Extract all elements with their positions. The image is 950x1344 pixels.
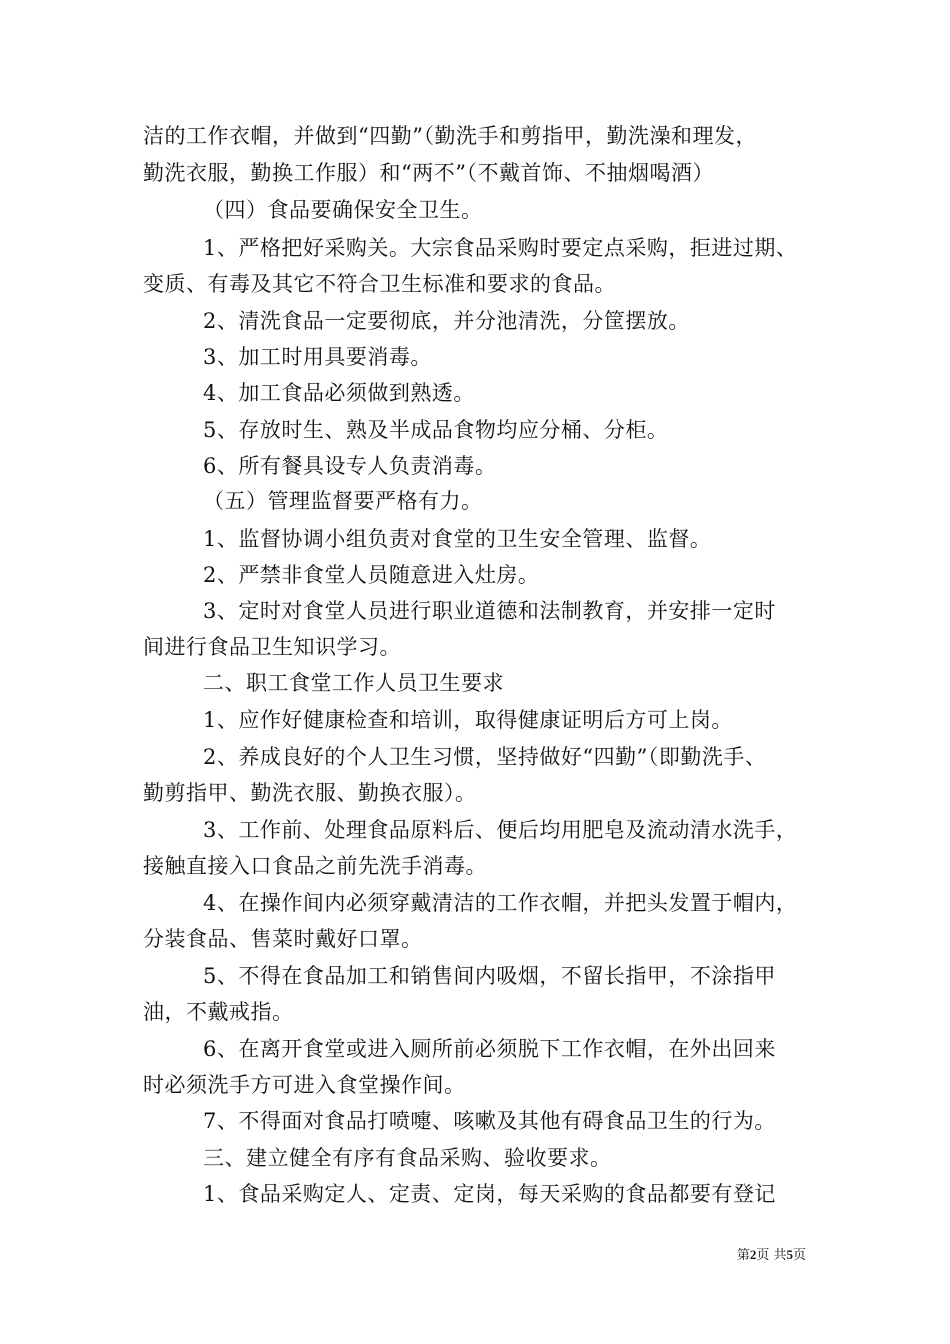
text-line: 2、严禁非食堂人员随意进入灶房。 xyxy=(203,563,540,587)
text-line: 2、养成良好的个人卫生习惯，坚持做好“四勤”（即勤洗手、 xyxy=(203,745,767,769)
text-line: 时必须洗手方可进入食堂操作间。 xyxy=(143,1073,466,1097)
section-heading: （五）管理监督要严格有力。 xyxy=(203,489,483,513)
text-line: 1、严格把好采购关。大宗食品采购时要定点采购，拒进过期、 xyxy=(203,236,798,260)
text-line: 1、监督协调小组负责对食堂的卫生安全管理、监督。 xyxy=(203,527,712,551)
text-line: 4、在操作间内必须穿戴清洁的工作衣帽，并把头发置于帽内， xyxy=(203,891,798,915)
text-line: 7、不得面对食品打喷嚏、咳嗽及其他有碍食品卫生的行为。 xyxy=(203,1109,776,1133)
text-line: 6、所有餐具设专人负责消毒。 xyxy=(203,454,497,478)
text-line: 1、食品采购定人、定责、定岗，每天采购的食品都要有登记 xyxy=(203,1182,776,1206)
text-line: 勤洗衣服，勤换工作服）和“两不”（不戴首饰、不抽烟喝酒） xyxy=(143,161,714,185)
footer-suffix: 页 xyxy=(792,1248,806,1263)
section-heading: 三、建立健全有序有食品采购、验收要求。 xyxy=(203,1146,612,1170)
section-heading: （四）食品要确保安全卫生。 xyxy=(203,198,483,222)
text-line: 油，不戴戒指。 xyxy=(143,1000,294,1024)
footer-middle: 页 共 xyxy=(756,1248,787,1263)
text-line: 勤剪指甲、勤洗衣服、勤换衣服）。 xyxy=(143,781,477,805)
text-line: 5、不得在食品加工和销售间内吸烟，不留长指甲，不涂指甲 xyxy=(203,964,776,988)
current-page-number: 2 xyxy=(749,1247,757,1262)
text-line: 间进行食品卫生知识学习。 xyxy=(143,635,401,659)
text-line: 3、工作前、处理食品原料后、便后均用肥皂及流动清水洗手， xyxy=(203,818,798,842)
text-line: 变质、有毒及其它不符合卫生标准和要求的食品。 xyxy=(143,272,616,296)
page-footer xyxy=(0,1247,806,1264)
total-page-number: 5 xyxy=(786,1247,793,1262)
section-heading: 二、职工食堂工作人员卫生要求 xyxy=(203,671,504,695)
text-line: 5、存放时生、熟及半成品食物均应分桶、分柜。 xyxy=(203,418,669,442)
text-line: 6、在离开食堂或进入厕所前必须脱下工作衣帽，在外出回来 xyxy=(203,1037,776,1061)
text-line: 1、应作好健康检查和培训，取得健康证明后方可上岗。 xyxy=(203,708,733,732)
text-line: 3、定时对食堂人员进行职业道德和法制教育，并安排一定时 xyxy=(203,599,776,623)
text-line: 分装食品、售菜时戴好口罩。 xyxy=(143,927,423,951)
text-line: 4、加工食品必须做到熟透。 xyxy=(203,381,475,405)
text-line: 洁的工作衣帽，并做到“四勤”（勤洗手和剪指甲，勤洗澡和理发， xyxy=(143,124,757,148)
text-line: 2、清洗食品一定要彻底，并分池清洗，分筐摆放。 xyxy=(203,309,690,333)
text-line: 接触直接入口食品之前先洗手消毒。 xyxy=(143,854,487,878)
text-line: 3、加工时用具要消毒。 xyxy=(203,345,432,369)
footer-prefix: 第 xyxy=(736,1248,750,1263)
